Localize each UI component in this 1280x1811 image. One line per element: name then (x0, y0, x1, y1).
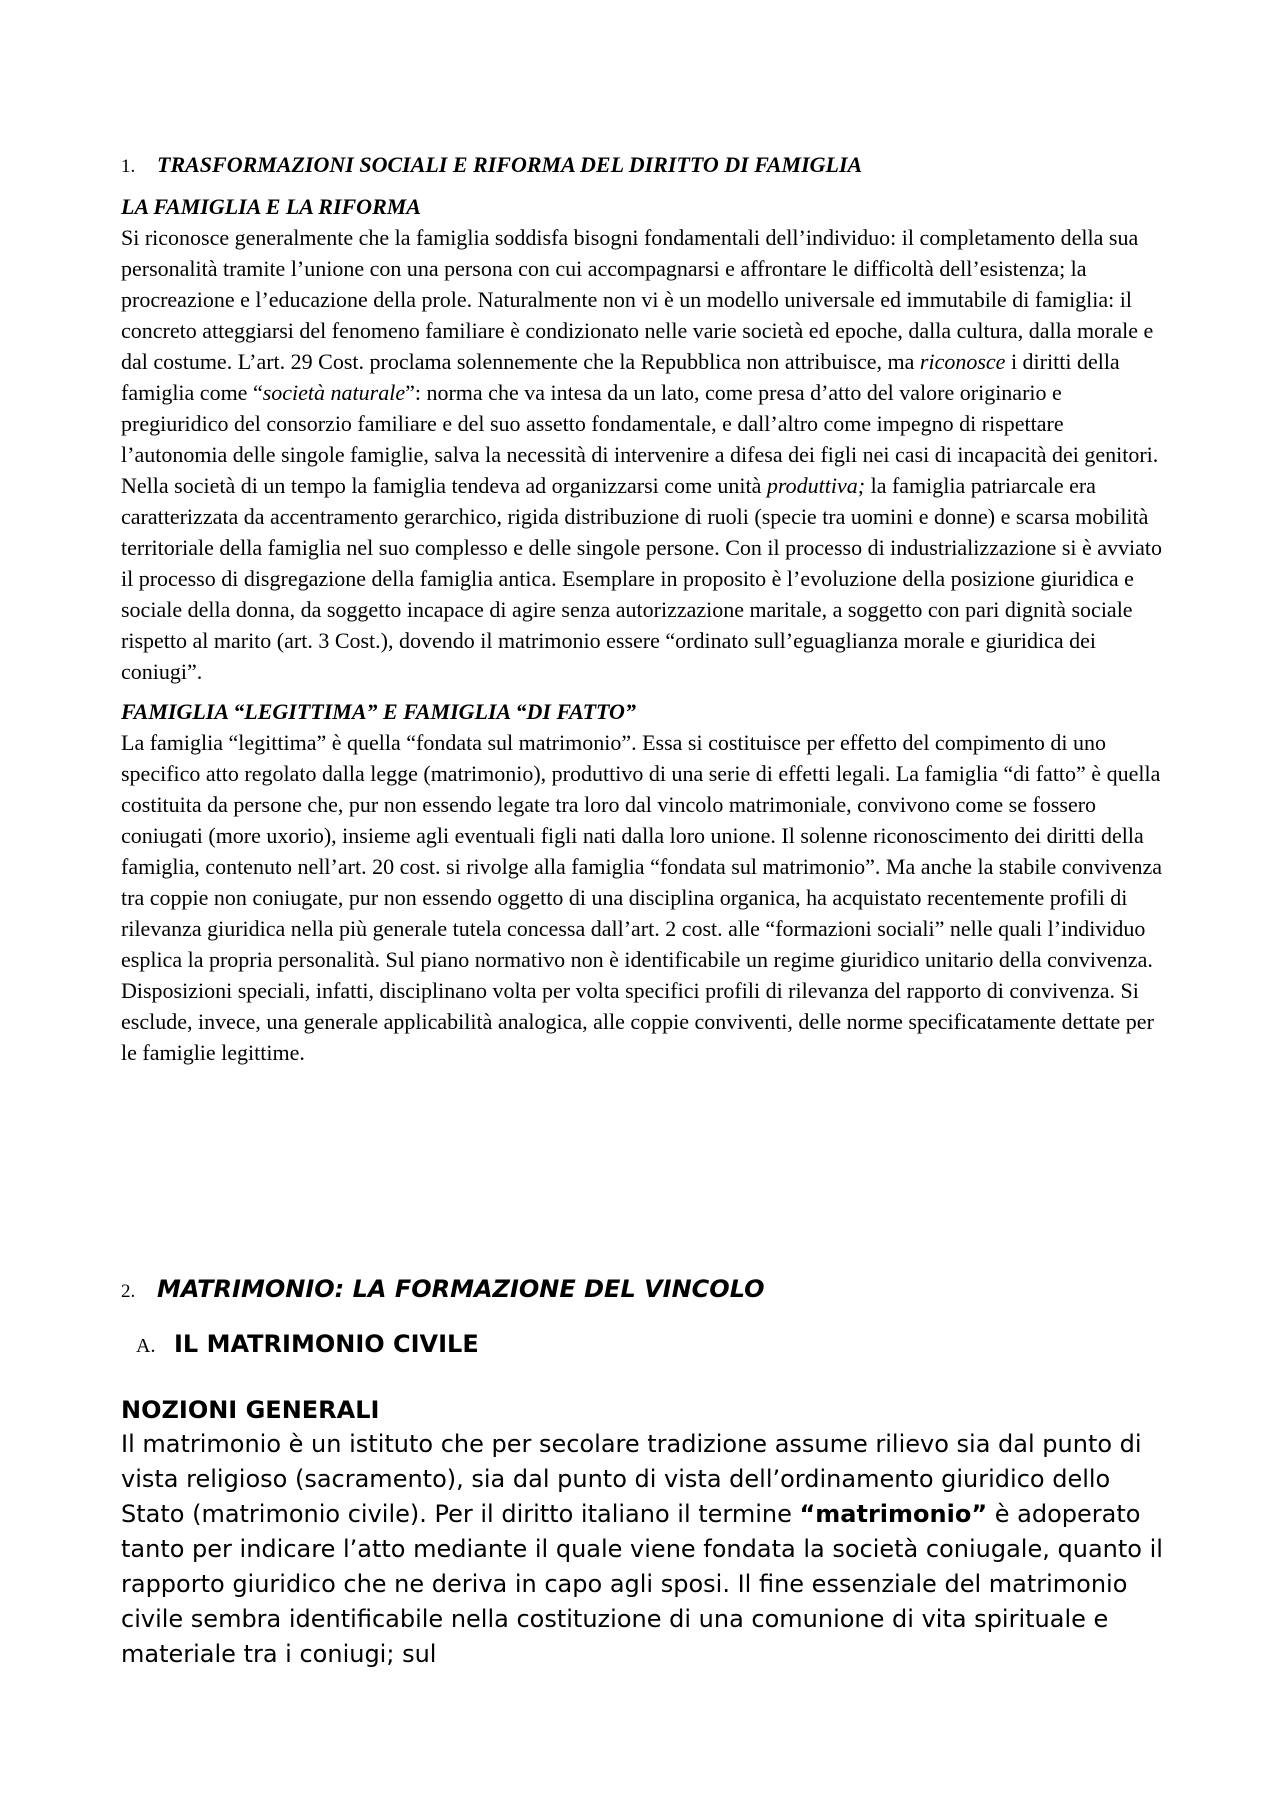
subsection-a-letter: A. (136, 1335, 156, 1357)
section-2-title: MATRIMONIO: LA FORMAZIONE DEL VINCOLO (157, 1275, 765, 1303)
text-run: Si riconosce generalmente che la famiglia soddisfa bisogni fondamentali dell’individuo: il completamento della sua personalità tramite l’unione con una persona con cui accompagnarsi e affrontare le difficoltà dell’esistenza; la procreazione e l’educazione della prole. Naturalmente non vi è un modello universale ed immutabile di famiglia: il concreto atteggiarsi del fenomeno familiare è condizionato nelle varie società ed epoche, dalla cultura, dalla morale e dal costume. L’art. 29 Cost. proclama solennemente che la Repubblica non attribuisce, ma (121, 225, 1154, 374)
subsection-a-heading (136, 1329, 1166, 1361)
text-run: Il matrimonio è un istituto che per secolare tradizione assume rilievo sia dal punto di vista religioso (sacramento), sia dal punto di vista dell’ordinamento giuridico dello Stato (matrimonio civile). Per il diritto italiano il termine (121, 1430, 1142, 1528)
italic-run: produttiva; (766, 473, 866, 498)
section-2-number: 2. (121, 1281, 136, 1302)
section-2-heading (121, 1274, 1166, 1307)
paragraph-famiglia-legittima: La famiglia “legittima” è quella “fondata sul matrimonio”. Essa si costituisce per effetto del compimento di uno specifico atto regolato dalla legge (matrimonio), produttivo di una serie di effetti legali. La famiglia “di fatto” è quella costituita da persone che, pur non essendo legate tra loro dal vincolo matrimoniale, convivono come se fossero coniugati (more uxorio), insieme agli eventuali figli nati dalla loro unione. Il solenne riconoscimento dei diritti della famiglia, contenuto nell’art. 20 cost. si rivolge alla famiglia “fondata sul matrimonio”. Ma anche la stabile convivenza tra coppie non coniugate, pur non essendo oggetto di una disciplina organica, ha acquistato recentemente profili di rilevanza giuridica nella più generale tutela concessa dall’art. 2 cost. alle “formazioni sociali” nelle quali l’individuo esplica la propria personalità. Sul piano normativo non è identificabile un regime giuridico unitario della convivenza. Disposizioni speciali, infatti, disciplinano volta per volta specifici profili di rilevanza del rapporto di convivenza. Si esclude, invece, una generale applicabilità analogica, alle coppie conviventi, delle norme specificatamente dettate per le famiglie legittime. (121, 730, 1162, 1065)
subsection-famiglia-riforma-title: LA FAMIGLIA E LA RIFORMA (121, 194, 421, 219)
text-run: è adoperato tanto per indicare l’atto mediante il quale viene fondata la società coniugale, quanto il rapporto giuridico che ne deriva in capo agli sposi. Il fine essenziale del matrimonio civile sembra identificabile nella costituzione di una comunione di vita spirituale e materiale tra i coniugi; sul (121, 1500, 1163, 1668)
subsection-a-title: IL MATRIMONIO CIVILE (174, 1330, 479, 1358)
bold-run: “matrimonio” (799, 1500, 988, 1528)
section-2 (121, 1274, 1166, 1672)
section-1-title: TRASFORMAZIONI SOCIALI E RIFORMA DEL DIRITTO DI FAMIGLIA (157, 152, 863, 177)
text-run: i diritti della famiglia come “ (121, 349, 1120, 405)
paragraph-famiglia-riforma (121, 222, 1166, 687)
italic-run: società naturale (262, 380, 406, 405)
section-1-heading (121, 150, 1166, 182)
text-run: la famiglia patriarcale era caratterizzata da accentramento gerarchico, rigida distribuzione di ruoli (specie tra uomini e donne) e scarsa mobilità territoriale della famiglia nel suo complesso e delle singole persone. Con il processo di industrializzazione si è avviato il processo di disgregazione della famiglia antica. Esemplare in proposito è l’evoluzione della posizione giuridica e sociale della donna, da soggetto incapace di agire senza autorizzazione maritale, a soggetto con pari dignità sociale rispetto al marito (art. 3 Cost.), dovendo il matrimonio essere “ordinato sull’eguaglianza morale e giuridica dei coniugi”. (121, 473, 1163, 684)
section-1-number: 1. (121, 156, 136, 177)
text-run: ”: norma che va intesa da un lato, come presa d’atto del valore originario e pregiuridico del consorzio familiare e del suo assetto fondamentale, e dall’altro come impegno di rispettare l’autonomia delle singole famiglie, salva la necessità di intervenire a difesa dei figli nei casi di incapacità dei genitori. Nella società di un tempo la famiglia tendeva ad organizzarsi come unità (121, 380, 1159, 498)
paragraph-nozioni-generali (121, 1427, 1166, 1672)
nozioni-generali-title: NOZIONI GENERALI (121, 1396, 380, 1424)
italic-run: riconosce (919, 349, 1006, 374)
subsection-famiglia-legittima-title: FAMIGLIA “LEGITTIMA” E FAMIGLIA “DI FATTO” (121, 699, 636, 724)
section-1 (121, 150, 1166, 1068)
